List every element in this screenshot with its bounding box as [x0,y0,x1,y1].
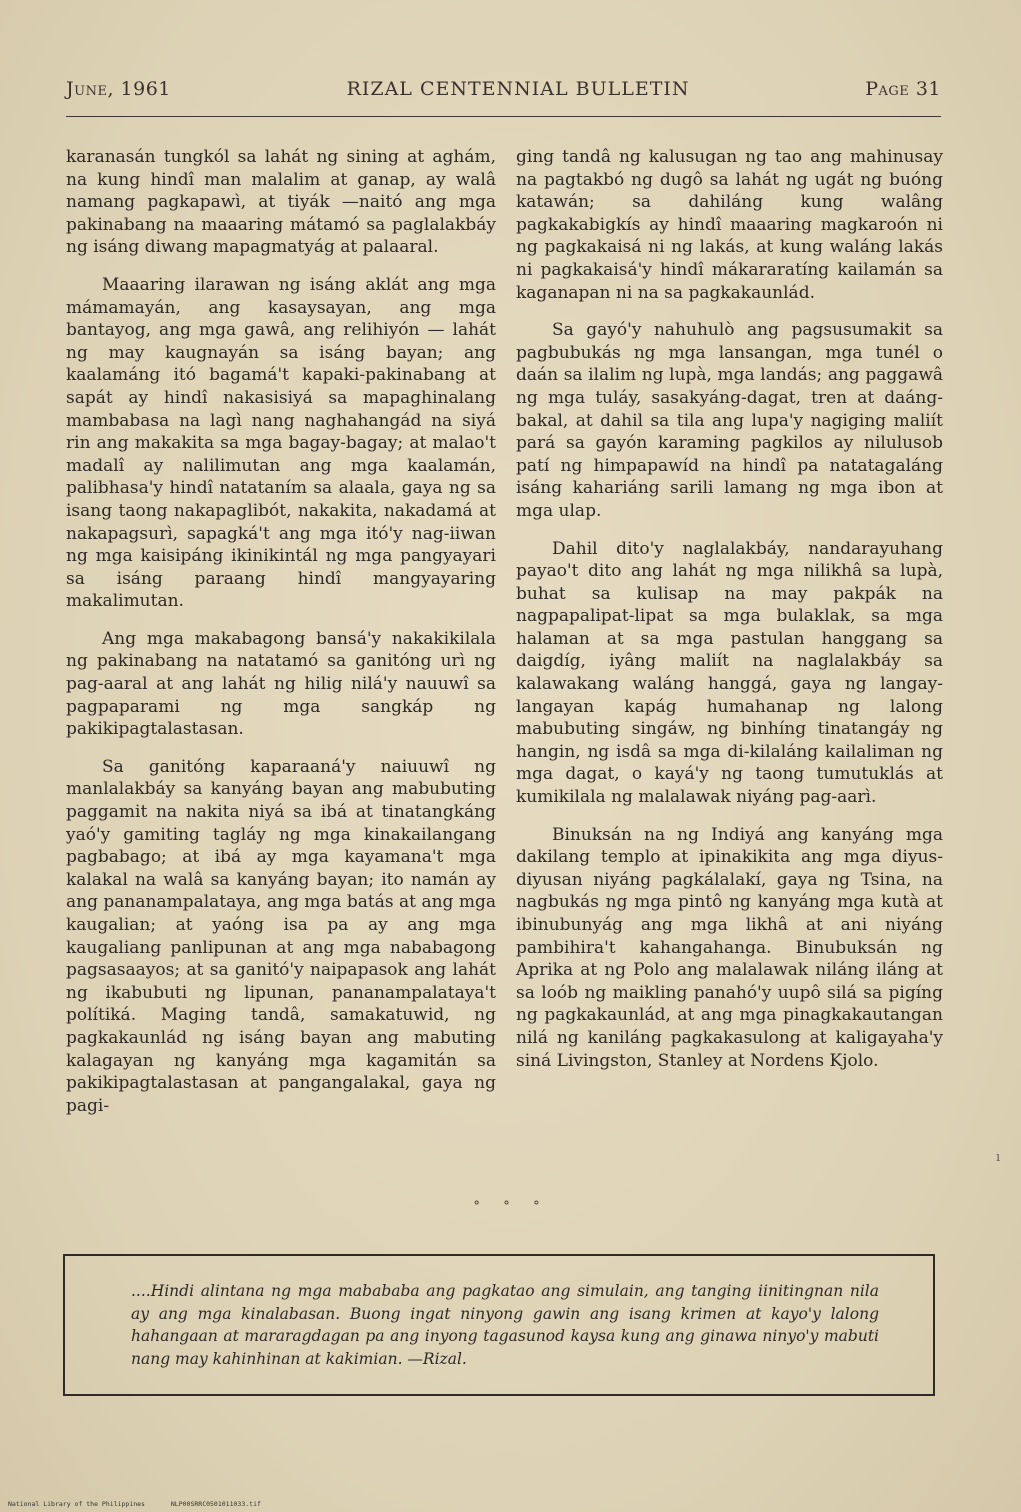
header-page-number: Page 31 [865,78,941,100]
paragraph: Sa ganitóng kaparaaná'y naiuuwî ng manlalakbáy sa kanyáng bayan ang mabubuting paggamit na nakita niyá sa ibá at tinatangkáng yaó'y gamiting tagláy ng mga kinakailangang pagbabago; at ibá ay mga kayamana't mga kalakal na walâ sa kanyáng bayan; ito namán ay ang pananampalataya, ang mga batás at ang mga kaugalian; at yaóng isa pa ay ang mga kaugaliang panlipunan at ang mga nababagong pagsasaayos; at sa ganitó'y naipapasok ang lahát ng ikabubuti ng lipunan, pananampalataya't polítiká. Maging tandâ, samakatuwid, ng pagkakaunlád ng isáng bayan ang mabuting kalagayan ng kanyáng mga kagamitán sa pakikipagtalastasan at pangangalakal, gaya ng pagi- [66,756,496,1116]
paragraph: karanasán tungkól sa lahát ng sining at aghám, na kung hindî man malalim at ganap, ay walâ namang pagkapawì, at tiyák —naitó ang mga pakinabang na maaaring mátamó sa paglalakbáy ng isáng diwang mapagmatyág at palaaral. [66,147,496,258]
scan-footer [8,1500,283,1508]
rizal-quote-box [63,1254,935,1396]
paragraph: Binuksán na ng Indiyá ang kanyáng mga dakilang templo at ipinakikita ang mga diyus-diyusan niyáng pagkálalakí, gaya ng Tsina, na nagbukás ng mga pintô ng kanyáng mga kutà at ibinubunyág ang mga likhâ at ani niyáng pambihira't kahangahanga. Binubuksán ng Aprika at ng Polo ang malalawak niláng iláng at sa loób ng maikling panahó'y uupô silá sa pigíng ng pagkakaunlád, at ang mga pinagkakautangan nilá ng kaniláng pagkakasulong at kaligayaha'y siná Livingston, Stanley at Nordens Kjolo. [516,824,943,1071]
margin-mark: ı [996,1150,1001,1165]
header-publication-title: RIZAL CENTENNIAL BULLETIN [346,78,690,100]
rizal-quote-text: ....Hindi alintana ng mga mabababa ang pagkatao ang simulain, ang tanging iinitingnan nila ay ang mga kinalabasan. Buong ingat ninyong gawin ang isang krimen at kayo'y lalong hahangaan at mararagdagan pa ang inyong tagasunod kaysa kung ang ginawa ninyo'y mabuti nang may kahinhinan at kakimian. —Rizal. [131,1282,879,1368]
footer-library: National Library of the Philippines [8,1500,145,1508]
page-header [66,78,941,110]
paragraph: Dahil dito'y naglalakbáy, nandarayuhang payao't dito ang lahát ng mga nilikhâ sa lupà, buhat sa kulisap na may pakpák na nagpapalipat-lipat sa mga bulaklak, sa mga halaman at sa mga pastulan hanggang sa daigdíg, iyâng maliít na naglalakbáy sa kalawakang waláng hanggá, gaya ng langay-langayan kapág humahanap ng lalong mabubuting singáw, ng binhíng tinatangáy ng hangin, ng isdâ sa mga di-kilaláng kailaliman ng mga dagat, o kayá'y ng taong tumutuklás at kumikilala ng malalawak niyáng pag-aarì. [516,538,943,808]
paragraph: Sa gayó'y nahuhulò ang pagsusumakit sa pagbubukás ng mga lansangan, mga tunél o daán sa ilalim ng lupà, mga landás; ang paggawâ ng mga tuláy, sasakyáng-dagat, tren at daáng-bakal, at dahil sa tila ang lupa'y nagiging maliít pará sa gayón karaming pagkilos ay nilulusob patí ng himpapawíd na hindî pa natatagaláng isáng kahariáng sarili lamang ng mga ibon at mga ulap. [516,320,943,521]
header-date: June, 1961 [66,78,171,100]
paragraph: ging tandâ ng kalusugan ng tao ang mahinusay na pagtakbó ng dugô sa lahát ng ugát ng buóng katawán; sa dahiláng kung walâng pagkakabigkís ay hindî maaaring magkaroón ni ng pagkakaisá ni ng lakás, at kung waláng lakás ni pagkakaisá'y hindî mákararatíng kailamán sa kaganapan ni na sa pagkakaunlád. [516,147,943,303]
paragraph: Maaaring ilarawan ng isáng aklát ang mga mámamayán, ang kasaysayan, ang mga bantayog, ang mga gawâ, ang relihiyón — lahát ng may kaugnayán sa isáng bayan; ang kaalamáng itó bagamá't kapaki-pakinabang at sapát ay hindî nakasisiyá sa mapaghinalang mambabasa na lagì nang naghahangád na siyá rin ang makakita sa mga bagay-bagay; at malao't madalî ay nalilimutan ang mga kaalamán, palibhasa'y hindî natataním sa alaala, gaya ng sa isang taong nakapaglibót, nakakita, nakadamá at nakapagsurì, sapagká't ang mga itó'y nag-iiwan ng mga kaisipáng ikinikintál ng mga pangyayari sa isáng paraang hindî mangyayaring makalimutan. [66,274,496,612]
left-column [66,146,496,1132]
section-ornament: ⚬ ⚬ ⚬ [471,1196,550,1210]
footer-filename: NLP00SRRC0501011033.tif [170,1500,261,1508]
paragraph: Ang mga makabagong bansá'y nakakikilala ng pakinabang na natatamó sa ganitóng urì ng pag-aaral at ang lahát ng hilig nilá'y nauuwî sa pagpaparami ng mga sangkáp ng pakikipagtalastasan. [66,628,496,740]
right-column [516,146,943,1087]
header-rule [66,116,941,117]
